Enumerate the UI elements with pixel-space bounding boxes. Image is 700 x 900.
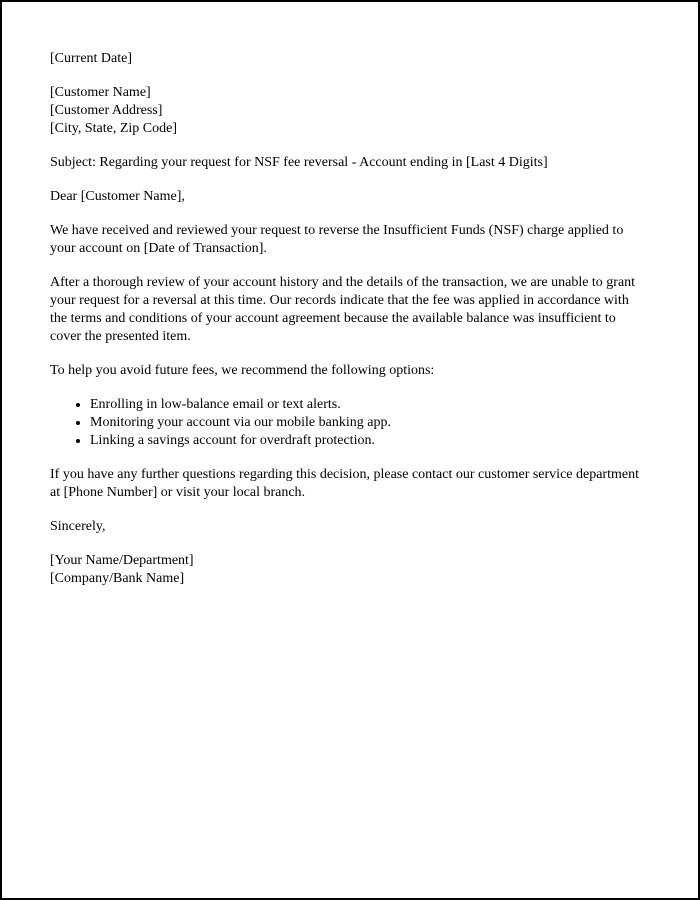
options-list bbox=[50, 396, 646, 450]
salutation: Dear [Customer Name], bbox=[50, 189, 185, 204]
signature-block bbox=[50, 552, 646, 588]
recipient-city-state-zip: [City, State, Zip Code] bbox=[50, 121, 178, 136]
list-item-overdraft: • Linking a savings account for overdraft protection. bbox=[90, 432, 646, 450]
subject-line: Subject: Regarding your request for NSF fee reversal - Account ending in [Last 4 Digits] bbox=[50, 155, 548, 170]
body-paragraph-4: If you have any further questions regarding this decision, please contact our customer service department at [Phone Number] or visit your local branch. bbox=[50, 467, 639, 500]
closing: Sincerely, bbox=[50, 519, 106, 534]
signature-company: [Company/Bank Name] bbox=[50, 571, 185, 586]
recipient-name: [Customer Name] bbox=[50, 85, 151, 100]
list-item-alerts: • Enrolling in low-balance email or text alerts. bbox=[90, 396, 646, 414]
body-paragraph-2: After a thorough review of your account history and the details of the transaction, we are unable to grant your request for a reversal at this time. Our records indicate that the fee was applied in accordance with the terms and conditions of your account agreement because the available balance was insufficient to cover the presented item. bbox=[50, 275, 636, 344]
letter-date: [Current Date] bbox=[50, 51, 133, 66]
signature-name: [Your Name/Department] bbox=[50, 553, 194, 568]
recipient-block bbox=[50, 84, 646, 138]
list-item-mobile-app: • Monitoring your account via our mobile banking app. bbox=[90, 414, 646, 432]
body-paragraph-3: To help you avoid future fees, we recommend the following options: bbox=[50, 363, 435, 378]
body-paragraph-1: We have received and reviewed your request to reverse the Insufficient Funds (NSF) charge applied to your account on [Date of Transaction]. bbox=[50, 223, 624, 256]
recipient-address: [Customer Address] bbox=[50, 103, 163, 118]
